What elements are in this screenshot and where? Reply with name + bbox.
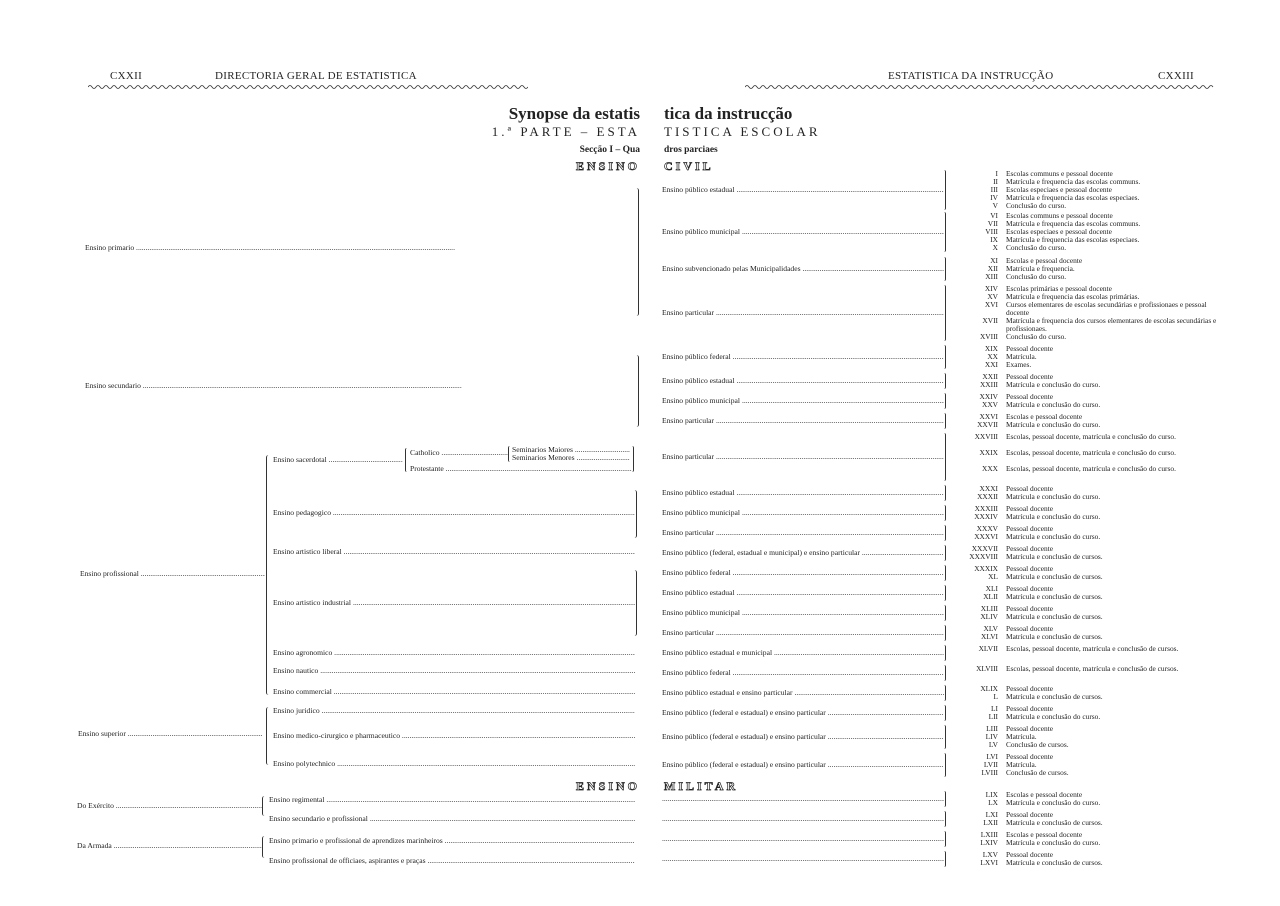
- table-code: XVII: [982, 316, 998, 325]
- table-code: XI: [990, 256, 998, 265]
- table-code: LI: [991, 704, 998, 713]
- table-description: Escolas e pessoal docente: [1006, 790, 1083, 799]
- table-code: XLII: [983, 592, 998, 601]
- officiaes-label: Ensino profissional de officiaes, aspirantes e praças .....: [269, 856, 635, 865]
- left-running-title: DIRECTORIA GERAL DE ESTATISTICA: [215, 70, 417, 82]
- table-code: XXX: [981, 464, 998, 473]
- catholico-label: Catholico .....: [410, 448, 508, 457]
- do-exercito-label: Do Exército .....: [77, 801, 262, 810]
- group-label: Ensino público municipal .....: [662, 608, 944, 617]
- table-code: XLIX: [980, 684, 998, 693]
- group-label: Ensino particular .....: [662, 452, 944, 461]
- table-description: Matrícula.: [1006, 732, 1037, 741]
- section-left-half: Secção I – Qua: [579, 145, 640, 155]
- polytechnico-label: Ensino polytechnico .....: [273, 759, 635, 768]
- group-label: Ensino público municipal .....: [662, 227, 944, 236]
- table-code: LIII: [986, 724, 998, 733]
- da-armada-label: Da Armada .....: [77, 841, 262, 850]
- table-code: XXXVI: [974, 532, 998, 541]
- table-code: XXIII: [979, 380, 998, 389]
- group-label: Ensino público estadual .....: [662, 185, 944, 194]
- table-code: XXV: [981, 400, 998, 409]
- table-description: Escolas e pessoal docente: [1006, 830, 1083, 839]
- table-code: XII: [987, 264, 998, 273]
- group-label: Ensino público federal .....: [662, 568, 944, 577]
- table-code: XLVII: [978, 644, 998, 653]
- table-code: LXV: [982, 850, 998, 859]
- group-label: Ensino público (federal e estadual) e ensino particular .....: [662, 708, 944, 717]
- group-label: Ensino público estadual e municipal .....: [662, 648, 944, 657]
- group-label: Ensino particular .....: [662, 416, 944, 425]
- table-description: Matrícula e conclusão de cursos.: [1006, 632, 1103, 641]
- left-page-number: CXXII: [110, 70, 143, 82]
- table-code: XVIII: [979, 332, 998, 341]
- table-code: VII: [987, 219, 998, 228]
- group-label: [662, 854, 944, 863]
- table-code: XLVI: [981, 632, 998, 641]
- group-label: Ensino público federal .....: [662, 352, 944, 361]
- right-running-title: ESTATISTICA DA INSTRUCÇÃO: [888, 70, 1054, 82]
- aprendizes-label: Ensino primario e profissional de aprendizes marinheiros .....: [269, 836, 635, 845]
- table-description: Matrícula e conclusão de cursos.: [1006, 572, 1103, 581]
- table-code: XLIV: [980, 612, 998, 621]
- table-code: XXXVIII: [969, 552, 998, 561]
- sacerdotal-right-brace: [630, 446, 634, 472]
- table-code: LVI: [986, 752, 998, 761]
- group-label: Ensino particular .....: [662, 308, 944, 317]
- civil-heading-right: CIVIL: [664, 159, 714, 173]
- table-description: Escolas, pessoal docente, matrícula e conclusão do curso.: [1006, 432, 1176, 441]
- table-description: Matrícula e frequencia.: [1006, 264, 1075, 273]
- table-code: XLVIII: [976, 664, 998, 673]
- table-description: Escolas e pessoal docente: [1006, 256, 1083, 265]
- table-description: Pessoal docente: [1006, 584, 1053, 593]
- mil-secundario-label: Ensino secundario e profissional .....: [269, 814, 635, 823]
- table-code: XXXIV: [974, 512, 998, 521]
- table-code: XIV: [984, 284, 998, 293]
- table-description: Pessoal docente: [1006, 684, 1053, 693]
- table-code: II: [993, 177, 998, 186]
- table-code: XXXI: [979, 484, 998, 493]
- group-label: Ensino público estadual .....: [662, 588, 944, 597]
- section-right-half: dros parciaes: [664, 145, 718, 155]
- table-description: Conclusão do curso.: [1006, 243, 1067, 252]
- table-code: LVIII: [981, 768, 998, 777]
- table-description: Pessoal docente: [1006, 344, 1053, 353]
- table-description: Matrícula e conclusão de cursos.: [1006, 818, 1103, 827]
- table-code: LVII: [983, 760, 998, 769]
- group-label: Ensino público estadual e ensino particular .....: [662, 688, 944, 697]
- table-code: XV: [987, 292, 998, 301]
- table-code: XLV: [983, 624, 998, 633]
- profissional-brace: [266, 455, 271, 695]
- table-description: Pessoal docente: [1006, 524, 1053, 533]
- table-code: XXXIX: [974, 564, 998, 573]
- table-description: Matrícula e frequencia das escolas especiaes.: [1006, 193, 1140, 202]
- group-label: Ensino público estadual .....: [662, 376, 944, 385]
- table-description: Matrícula e conclusão de cursos.: [1006, 592, 1103, 601]
- table-description: Matrícula e conclusão do curso.: [1006, 420, 1101, 429]
- table-description: Matrícula e frequencia das escolas communs.: [1006, 177, 1141, 186]
- table-code: VIII: [985, 227, 998, 236]
- table-description: Cursos elementares de escolas secundárias e profissionaes e pessoal docente: [1006, 300, 1207, 317]
- left-header-rule: [88, 84, 528, 90]
- group-label: Ensino público municipal .....: [662, 508, 944, 517]
- table-description: Conclusão do curso.: [1006, 332, 1067, 341]
- ensino-profissional-label: Ensino profissional .....: [80, 569, 265, 578]
- artistico-industrial-brace: [632, 570, 637, 636]
- table-description: Pessoal docente: [1006, 504, 1053, 513]
- table-description: Matrícula e frequencia das escolas communs.: [1006, 219, 1141, 228]
- group-label: Ensino público (federal e estadual) e ensino particular .....: [662, 732, 944, 741]
- part-left-half: 1.ª PARTE – ESTA: [491, 124, 640, 139]
- group-label: [662, 814, 944, 823]
- table-code: LXVI: [980, 858, 998, 867]
- seminarios-menores-label: Seminarios Menores .....: [512, 453, 630, 462]
- table-description: Pessoal docente: [1006, 850, 1053, 859]
- table-description: Matrícula e conclusão do curso.: [1006, 798, 1101, 807]
- table-code: LIX: [985, 790, 998, 799]
- table-description: Exames.: [1006, 360, 1032, 369]
- table-description: Pessoal docente: [1006, 544, 1053, 553]
- table-description: Matrícula e frequencia dos cursos elementares de escolas secundárias e profissionaes.: [1006, 316, 1217, 333]
- right-header-rule: [745, 84, 1215, 90]
- table-code: XLIII: [980, 604, 998, 613]
- table-code: LIV: [985, 732, 998, 741]
- primario-brace: [634, 188, 639, 316]
- table-description: Pessoal docente: [1006, 752, 1053, 761]
- table-description: Escolas, pessoal docente, matrícula e conclusão do curso.: [1006, 464, 1176, 473]
- group-label: Ensino público municipal .....: [662, 396, 944, 405]
- table-code: XLI: [985, 584, 998, 593]
- group-label: Ensino público (federal e estadual) e ensino particular .....: [662, 760, 944, 769]
- artistico-industrial-label: Ensino artistico industrial .....: [273, 598, 635, 607]
- table-code: LXI: [985, 810, 998, 819]
- table-code: XXII: [982, 372, 998, 381]
- militar-heading-right: MILITAR: [664, 779, 739, 793]
- seminarios-maiores-label: Seminarios Maiores .....: [512, 445, 630, 454]
- right-page-number: CXXIII: [1158, 70, 1195, 82]
- regimental-label: Ensino regimental .....: [269, 795, 635, 804]
- group-label: Ensino particular .....: [662, 628, 944, 637]
- group-label: Ensino público federal .....: [662, 668, 944, 677]
- table-description: Escolas, pessoal docente, matrícula e conclusão de cursos.: [1006, 644, 1179, 653]
- table-code: LXII: [983, 818, 998, 827]
- armada-brace: [262, 836, 267, 858]
- table-code: XXXIII: [974, 504, 998, 513]
- table-description: Matrícula.: [1006, 760, 1037, 769]
- title-left-half: Synopse da estatis: [508, 104, 640, 123]
- table-code: XXVI: [979, 412, 998, 421]
- table-description: Matrícula e conclusão de cursos.: [1006, 858, 1103, 867]
- table-code: XVI: [984, 300, 998, 309]
- superior-brace: [266, 707, 271, 765]
- agronomico-label: Ensino agronomico .....: [273, 648, 635, 657]
- table-code: XIII: [985, 272, 998, 281]
- ensino-primario-label: Ensino primario .....: [85, 243, 635, 252]
- group-label: [662, 794, 944, 803]
- table-code: V: [992, 201, 998, 210]
- group-label: Ensino público estadual .....: [662, 488, 944, 497]
- table-description: Escolas e pessoal docente: [1006, 412, 1083, 421]
- table-description: Pessoal docente: [1006, 624, 1053, 633]
- ensino-pedagogico-label: Ensino pedagogico .....: [273, 508, 635, 517]
- table-code: LII: [988, 712, 998, 721]
- militar-heading-left: ENSINO: [575, 779, 640, 793]
- table-description: Escolas communs e pessoal docente: [1006, 169, 1113, 178]
- pedagogico-brace: [632, 490, 637, 538]
- table-description: Conclusão do curso.: [1006, 272, 1067, 281]
- table-description: Matrícula e conclusão do curso.: [1006, 512, 1101, 521]
- secundario-brace: [634, 355, 639, 427]
- protestante-label: Protestante .....: [410, 464, 632, 473]
- title-right-half: tica da instrucção: [664, 104, 793, 123]
- medico-label: Ensino medico-cirurgico e pharmaceutico .....: [273, 731, 635, 740]
- group-label: Ensino subvencionado pelas Municipalidades .....: [662, 264, 944, 273]
- table-description: Escolas, pessoal docente, matrícula e conclusão do curso.: [1006, 448, 1176, 457]
- table-code: I: [995, 169, 998, 178]
- table-description: Matrícula e conclusão do curso.: [1006, 380, 1101, 389]
- table-description: Escolas primárias e pessoal docente: [1006, 284, 1112, 293]
- table-code: XXXII: [977, 492, 998, 501]
- table-description: Matrícula e conclusão de cursos.: [1006, 552, 1103, 561]
- table-code: XXIV: [979, 392, 998, 401]
- table-code: VI: [990, 211, 998, 220]
- table-code: IV: [990, 193, 998, 202]
- table-description: Matrícula e conclusão do curso.: [1006, 492, 1101, 501]
- table-description: Matrícula e frequencia das escolas especiaes.: [1006, 235, 1140, 244]
- table-code: IX: [990, 235, 998, 244]
- table-code: LV: [988, 740, 998, 749]
- table-code: LX: [988, 798, 998, 807]
- table-description: Matrícula e conclusão do curso.: [1006, 532, 1101, 541]
- ensino-sacerdotal-label: Ensino sacerdotal .....: [273, 455, 403, 464]
- table-description: Escolas especiaes e pessoal docente: [1006, 185, 1112, 194]
- table-description: Pessoal docente: [1006, 372, 1053, 381]
- civil-heading-left: ENSINO: [575, 159, 640, 173]
- table-code: XL: [988, 572, 998, 581]
- table-code: XXIX: [979, 448, 998, 457]
- table-code: III: [990, 185, 998, 194]
- group-label: Ensino público (federal, estadual e municipal) e ensino particular .....: [662, 548, 944, 557]
- table-code: XXI: [984, 360, 998, 369]
- table-description: Matrícula e conclusão do curso.: [1006, 712, 1101, 721]
- exercito-brace: [262, 796, 267, 816]
- table-description: Escolas especiaes e pessoal docente: [1006, 227, 1112, 236]
- ensino-secundario-label: Ensino secundario .....: [85, 381, 635, 390]
- table-description: Pessoal docente: [1006, 484, 1053, 493]
- table-code: XIX: [984, 344, 998, 353]
- table-description: Pessoal docente: [1006, 604, 1053, 613]
- table-description: Escolas, pessoal docente, matrícula e conclusão de cursos.: [1006, 664, 1179, 673]
- table-code: L: [993, 692, 998, 701]
- table-description: Matrícula e conclusão de cursos.: [1006, 612, 1103, 621]
- table-description: Pessoal docente: [1006, 810, 1053, 819]
- ensino-superior-label: Ensino superior .....: [78, 729, 263, 738]
- table-description: Conclusão de cursos.: [1006, 740, 1069, 749]
- table-code: XXVII: [977, 420, 998, 429]
- table-description: Matrícula e conclusão do curso.: [1006, 400, 1101, 409]
- table-description: Conclusão do curso.: [1006, 201, 1067, 210]
- juridico-label: Ensino juridico .....: [273, 706, 635, 715]
- table-description: Pessoal docente: [1006, 704, 1053, 713]
- group-label: Ensino particular .....: [662, 528, 944, 537]
- table-code: XXVIII: [974, 432, 998, 441]
- table-code: LXIII: [980, 830, 998, 839]
- table-code: XXXVII: [971, 544, 998, 553]
- nautico-label: Ensino nautico .....: [273, 666, 635, 675]
- artistico-liberal-label: Ensino artistico liberal .....: [273, 547, 635, 556]
- table-code: XX: [987, 352, 998, 361]
- table-code: XXXV: [976, 524, 998, 533]
- group-label: [662, 834, 944, 843]
- table-code: LXIV: [980, 838, 998, 847]
- sacerdotal-brace: [405, 448, 409, 472]
- table-description: Matrícula e frequencia das escolas primárias.: [1006, 292, 1140, 301]
- commercial-label: Ensino commercial .....: [273, 687, 635, 696]
- table-description: Pessoal docente: [1006, 564, 1053, 573]
- table-description: Matrícula e conclusão do curso.: [1006, 838, 1101, 847]
- table-description: Matrícula.: [1006, 352, 1037, 361]
- table-description: Conclusão de cursos.: [1006, 768, 1069, 777]
- table-description: Pessoal docente: [1006, 392, 1053, 401]
- part-right-half: TISTICA ESCOLAR: [664, 124, 821, 139]
- table-description: Escolas communs e pessoal docente: [1006, 211, 1113, 220]
- table-code: X: [992, 243, 998, 252]
- table-description: Matrícula e conclusão de cursos.: [1006, 692, 1103, 701]
- table-description: Pessoal docente: [1006, 724, 1053, 733]
